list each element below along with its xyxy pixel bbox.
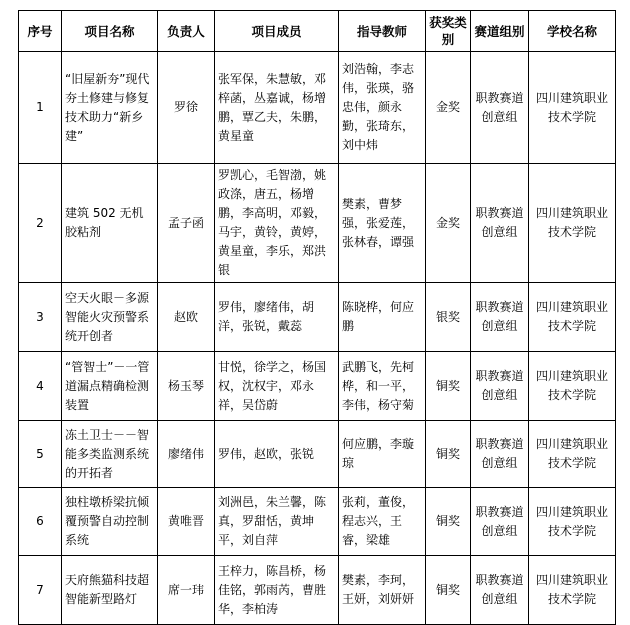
cell-members: 张军保，朱慧敏，邓梓菡，丛嘉诚，杨增鹏，覃乙夫，朱鹏，黄星童 <box>215 52 339 164</box>
cell-project: “管智士”－一管道漏点精确检测装置 <box>62 352 158 421</box>
table-row <box>19 421 616 488</box>
cell-members: 甘悦，徐学之，杨国权，沈权宇，邓永祥，吴岱蔚 <box>215 352 339 421</box>
cell-advisors: 何应鹏，李璇琼 <box>339 421 426 488</box>
cell-track: 职教赛道创意组 <box>471 556 529 625</box>
cell-school: 四川建筑职业技术学院 <box>529 556 616 625</box>
cell-school: 四川建筑职业技术学院 <box>529 352 616 421</box>
cell-leader: 罗徐 <box>158 52 215 164</box>
cell-school: 四川建筑职业技术学院 <box>529 488 616 556</box>
header-members: 项目成员 <box>215 11 339 52</box>
cell-no: 7 <box>19 556 62 625</box>
table-row <box>19 556 616 625</box>
cell-leader: 杨玉琴 <box>158 352 215 421</box>
cell-advisors: 樊素，李珂，王妍，刘妍妍 <box>339 556 426 625</box>
header-advisors: 指导教师 <box>339 11 426 52</box>
header-row <box>19 11 616 52</box>
cell-advisors: 樊素，曹梦强，张爱莲，张林春，谭强 <box>339 164 426 283</box>
award-table <box>18 10 616 625</box>
cell-leader: 黄唯晋 <box>158 488 215 556</box>
cell-members: 罗凯心，毛智渤，姚政涤，唐五，杨增鹏，李高明，邓毅，马宇，黄铃，黄婷，黄星童，李乐，郑洪银 <box>215 164 339 283</box>
cell-school: 四川建筑职业技术学院 <box>529 283 616 352</box>
cell-no: 3 <box>19 283 62 352</box>
header-leader: 负责人 <box>158 11 215 52</box>
cell-award: 铜奖 <box>426 556 471 625</box>
header-project: 项目名称 <box>62 11 158 52</box>
cell-advisors: 陈晓桦，何应鹏 <box>339 283 426 352</box>
award-table-wrapper <box>18 10 616 625</box>
header-award: 获奖类别 <box>426 11 471 52</box>
table-row <box>19 352 616 421</box>
cell-leader: 孟子函 <box>158 164 215 283</box>
cell-leader: 席一玮 <box>158 556 215 625</box>
cell-advisors: 张莉，董俊，程志兴，王睿，梁雄 <box>339 488 426 556</box>
table-row <box>19 283 616 352</box>
cell-members: 刘洲邑，朱兰馨，陈真，罗甜恬，黄坤平，刘自萍 <box>215 488 339 556</box>
cell-track: 职教赛道创意组 <box>471 488 529 556</box>
cell-project: 建筑 502 无机胶粘剂 <box>62 164 158 283</box>
cell-school: 四川建筑职业技术学院 <box>529 421 616 488</box>
cell-track: 职教赛道创意组 <box>471 421 529 488</box>
cell-no: 1 <box>19 52 62 164</box>
cell-members: 王梓力，陈昌桥，杨佳铭，郭雨芮，曹胜华，李柏涛 <box>215 556 339 625</box>
cell-track: 职教赛道创意组 <box>471 352 529 421</box>
cell-track: 职教赛道创意组 <box>471 52 529 164</box>
cell-award: 铜奖 <box>426 488 471 556</box>
cell-award: 金奖 <box>426 164 471 283</box>
cell-no: 4 <box>19 352 62 421</box>
cell-award: 银奖 <box>426 283 471 352</box>
cell-advisors: 刘浩翰，李志伟，张瑛，骆忠伟，颜永勤，张琦东，刘中炜 <box>339 52 426 164</box>
table-row <box>19 52 616 164</box>
cell-award: 铜奖 <box>426 421 471 488</box>
cell-project: 空天火眼－多源智能火灾预警系统开创者 <box>62 283 158 352</box>
table-row <box>19 164 616 283</box>
cell-no: 6 <box>19 488 62 556</box>
cell-no: 5 <box>19 421 62 488</box>
cell-project: 天府熊猫科技超智能新型路灯 <box>62 556 158 625</box>
table-row <box>19 488 616 556</box>
cell-project: 独柱墩桥梁抗倾覆预警自动控制系统 <box>62 488 158 556</box>
cell-school: 四川建筑职业技术学院 <box>529 52 616 164</box>
cell-school: 四川建筑职业技术学院 <box>529 164 616 283</box>
cell-advisors: 武鹏飞，先柯桦，和一平，李伟，杨守菊 <box>339 352 426 421</box>
cell-award: 铜奖 <box>426 352 471 421</box>
cell-project: 冻土卫士－－智能多类监测系统的开拓者 <box>62 421 158 488</box>
cell-no: 2 <box>19 164 62 283</box>
cell-track: 职教赛道创意组 <box>471 283 529 352</box>
header-track: 赛道组别 <box>471 11 529 52</box>
cell-track: 职教赛道创意组 <box>471 164 529 283</box>
header-school: 学校名称 <box>529 11 616 52</box>
header-no: 序号 <box>19 11 62 52</box>
cell-members: 罗伟，赵欧，张锐 <box>215 421 339 488</box>
cell-leader: 赵欧 <box>158 283 215 352</box>
cell-project: “旧屋新夯”现代夯土修建与修复技术助力“新乡建” <box>62 52 158 164</box>
cell-award: 金奖 <box>426 52 471 164</box>
cell-leader: 廖绪伟 <box>158 421 215 488</box>
cell-members: 罗伟，廖绪伟，胡洋，张锐，戴蕊 <box>215 283 339 352</box>
